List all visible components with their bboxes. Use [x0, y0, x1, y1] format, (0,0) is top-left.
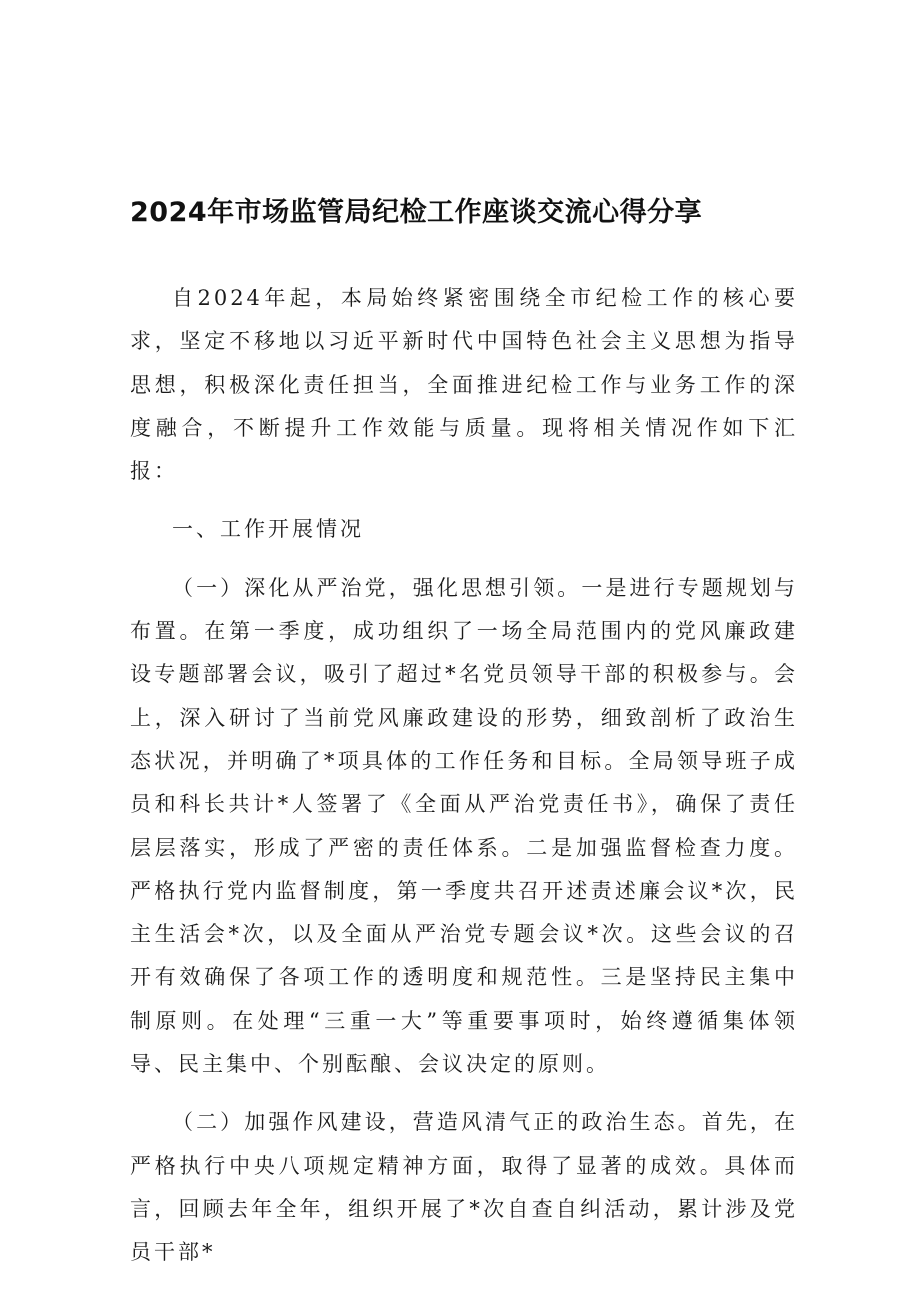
intro-paragraph: 自2024年起，本局始终紧密围绕全市纪检工作的核心要求，坚定不移地以习近平新时代中国特色社会主义思想为指导思想，积极深化责任担当，全面推进纪检工作与业务工作的深度融合，不断提升工作效能与质量。现将相关情况作如下汇报： — [130, 286, 798, 484]
document-body — [130, 277, 798, 1275]
body-paragraph-1: （一）深化从严治党，强化思想引领。一是进行专题规划与布置。在第一季度，成功组织了一场全局范围内的党风廉政建设专题部署会议，吸引了超过*名党员领导干部的积极参与。会上，深入研讨了当前党风廉政建设的形势，细致剖析了政治生态状况，并明确了*项具体的工作任务和目标。全局领导班子成员和科长共计*人签署了《全面从严治党责任书》，确保了责任层层落实，形成了严密的责任体系。二是加强监督检查力度。严格执行党内监督制度，第一季度共召开述责述廉会议*次，民主生活会*次，以及全面从严治党专题会议*次。这些会议的召开有效确保了各项工作的透明度和规范性。三是坚持民主集中制原则。在处理“三重一大”等重要事项时，始终遵循集体领导、民主集中、个别酝酿、会议决定的原则。 — [130, 575, 798, 1077]
body-paragraph-2: （二）加强作风建设，营造风清气正的政治生态。首先，在严格执行中央八项规定精神方面，取得了显著的成效。具体而言，回顾去年全年，组织开展了*次自查自纠活动，累计涉及党员干部* — [130, 1110, 798, 1265]
section-heading: 一、工作开展情况 — [172, 517, 364, 542]
document-title: 2024年市场监管局纪检工作座谈交流心得分享 — [130, 197, 703, 228]
